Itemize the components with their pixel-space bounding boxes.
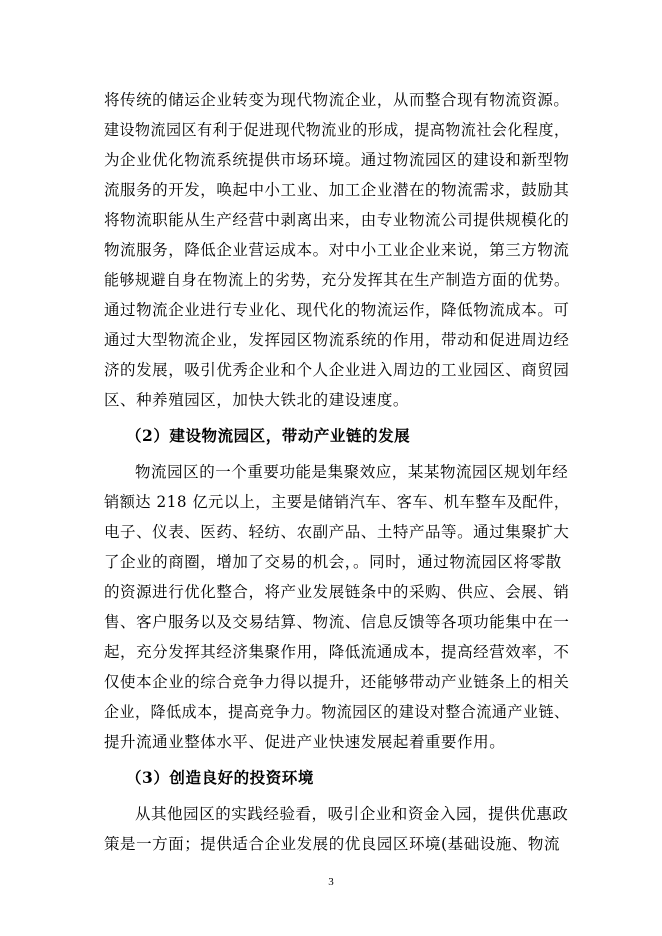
text-line: 流服务的开发，唤起中小工业、加工企业潜在的物流需求，鼓励其 <box>104 181 570 199</box>
text-line: 济的发展，吸引优秀企业和个人企业进入周边的工业园区、商贸园 <box>104 361 570 379</box>
text-line: 提升流通业整体水平、促进产业快速发展起着重要作用。 <box>104 733 506 751</box>
page-number: 3 <box>328 876 334 888</box>
text-line: 起，充分发挥其经济集聚作用，降低流通成本，提高经营效率，不 <box>104 643 570 661</box>
section-heading: （2）建设物流园区，带动产业链的发展 <box>126 426 411 445</box>
text-line: 策是一方面；提供适合企业发展的优良园区环境(基础设施、物流 <box>104 835 560 853</box>
text-line: 物流服务，降低企业营运成本。对中小工业企业来说，第三方物流 <box>104 241 570 259</box>
section-heading: （3）创造良好的投资环境 <box>126 768 314 787</box>
text-line: 通过大型物流企业，发挥园区物流系统的作用，带动和促进周边经 <box>104 331 570 349</box>
text-line: 仅使本企业的综合竞争力得以提升，还能够带动产业链条上的相关 <box>104 673 570 691</box>
text-line: 区、种养殖园区，加快大铁北的建设速度。 <box>104 391 409 409</box>
text-line: 将物流职能从生产经营中剥离出来，由专业物流公司提供规模化的 <box>104 211 570 229</box>
text-line: 企业，降低成本，提高竞争力。物流园区的建设对整合流通产业链、 <box>104 703 570 721</box>
text-line: 为企业优化物流系统提供市场环境。通过物流园区的建设和新型物 <box>104 151 570 169</box>
text-line: 销额达 218 亿元以上，主要是储销汽车、客车、机车整车及配件， <box>104 493 570 511</box>
text-line: 建设物流园区有利于促进现代物流业的形成，提高物流社会化程度， <box>104 121 570 139</box>
text-line: 了企业的商圈，增加了交易的机会，。同时，通过物流园区将零散 <box>104 553 562 571</box>
text-line: 售、客户服务以及交易结算、物流、信息反馈等各项功能集中在一 <box>104 613 570 631</box>
paragraph-first-line: 从其他园区的实践经验看，吸引企业和资金入园，提供优惠政 <box>135 805 569 823</box>
text-line: 将传统的储运企业转变为现代物流企业，从而整合现有物流资源。 <box>104 91 570 109</box>
text-line: 通过物流企业进行专业化、现代化的物流运作，降低物流成本。可 <box>104 301 570 319</box>
paragraph-first-line: 物流园区的一个重要功能是集聚效应，某某物流园区规划年经 <box>135 463 569 481</box>
text-line: 能够规避自身在物流上的劣势，充分发挥其在生产制造方面的优势。 <box>104 271 570 289</box>
text-line: 的资源进行优化整合，将产业发展链条中的采购、供应、会展、销 <box>104 583 570 601</box>
text-line: 电子、仪表、医药、轻纺、农副产品、土特产品等。通过集聚扩大 <box>104 523 570 541</box>
